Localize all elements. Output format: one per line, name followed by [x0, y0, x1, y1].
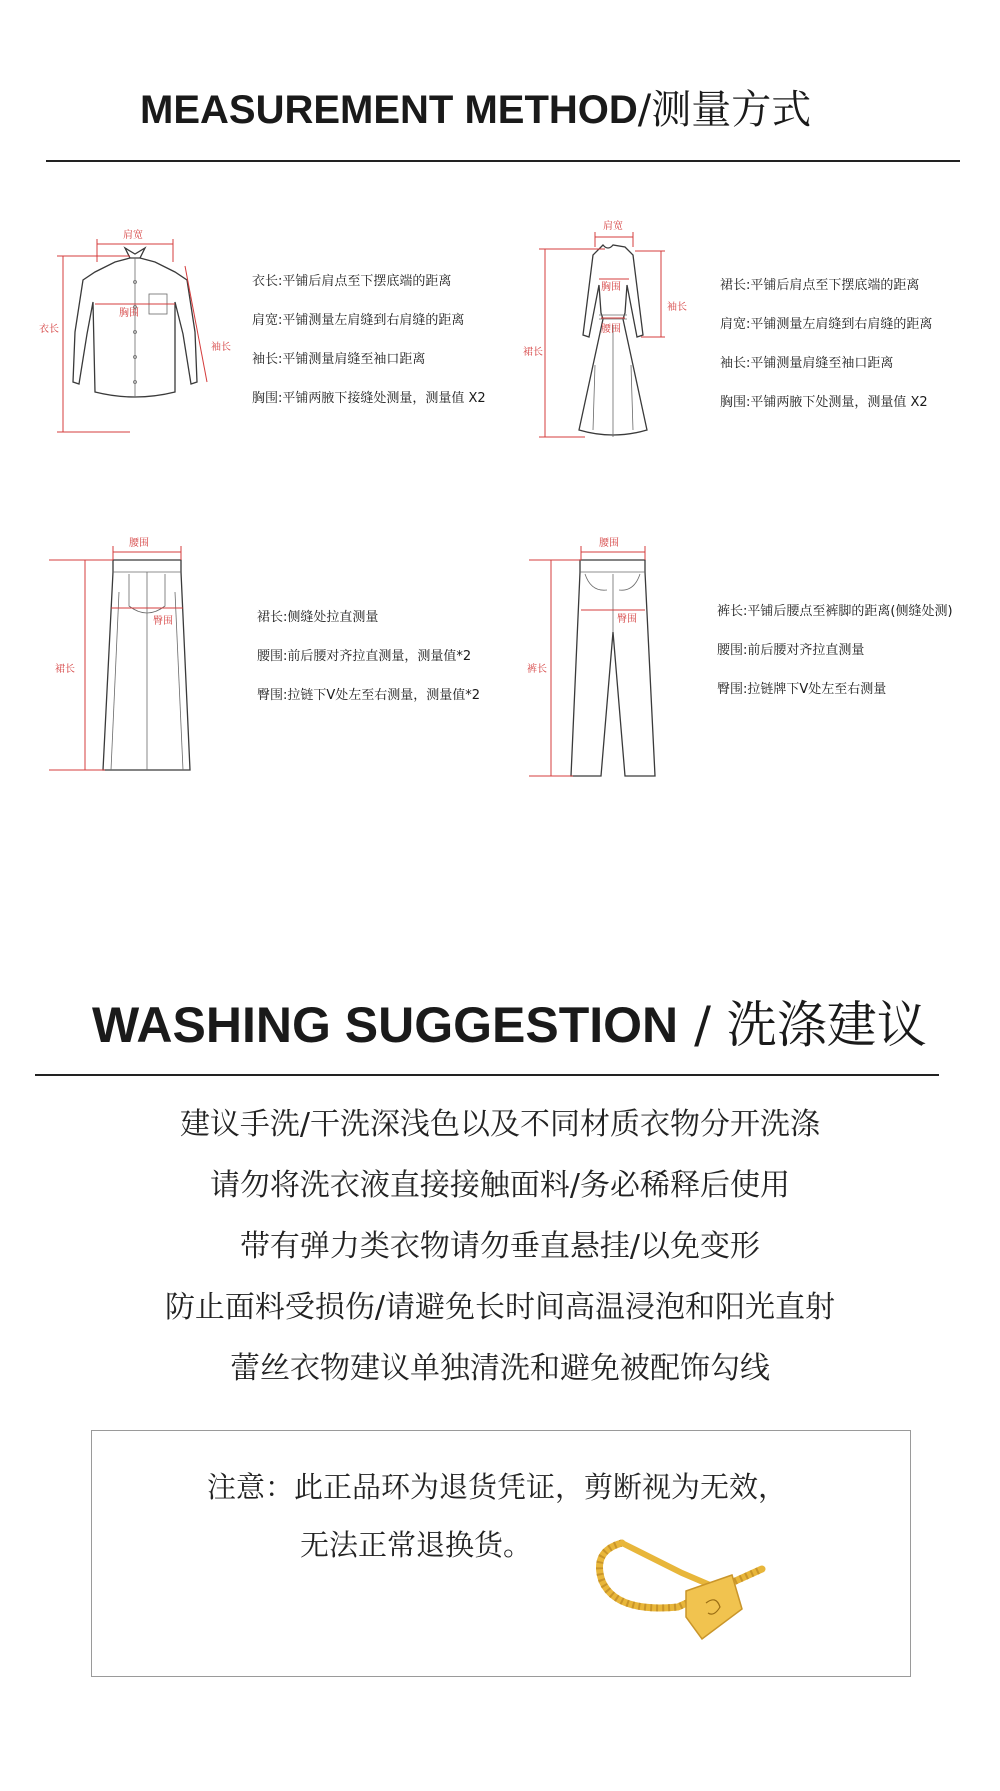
skirt-label-length: 裙长 [55, 664, 75, 675]
pants-label-length: 裤长 [527, 664, 547, 675]
skirt-label-hip: 臀围 [153, 616, 173, 627]
dress-desc-length: 裙长:平铺后肩点至下摆底端的距离 [720, 278, 920, 293]
shirt-desc-sleeve: 袖长:平铺测量肩缝至袖口距离 [252, 352, 426, 367]
measurement-title [140, 78, 811, 135]
pants-desc-hip: 臀围:拉链牌下V处左至右测量 [717, 682, 887, 697]
dress-label-shoulder: 肩宽 [603, 221, 623, 232]
skirt-desc-hip: 臀围:拉链下V处左至右测量，测量值*2 [257, 688, 481, 703]
notice-line-1: 注意：此正品环为退货凭证，剪断视为无效， [207, 1470, 788, 1504]
pants-desc-waist: 腰围:前后腰对齐拉直测量 [717, 643, 865, 658]
pants-label-hip: 臀围 [617, 614, 637, 625]
shirt-desc-length: 衣长:平铺后肩点至下摆底端的距离 [252, 274, 452, 289]
dress-desc-shoulder: 肩宽:平铺测量左肩缝到右肩缝的距离 [720, 317, 933, 332]
washing-line-2: 请勿将洗衣液直接接触面料/务必稀释后使用 [209, 1168, 791, 1203]
washing-title-en: WASHING SUGGESTION [92, 997, 679, 1053]
dress-illustration [515, 215, 715, 455]
dress-label-sleeve: 袖长 [667, 302, 687, 313]
skirt-descriptions [257, 608, 480, 725]
dress-descriptions [720, 276, 932, 432]
dress-label-chest: 胸围 [601, 282, 621, 293]
security-tag-image [582, 1521, 772, 1651]
pants-desc-length: 裤长:平铺后腰点至裤脚的距离(侧缝处测) [717, 604, 953, 619]
shirt-descriptions [252, 272, 486, 428]
dress-label-waist: 腰围 [601, 324, 621, 335]
washing-line-4: 防止面料受损伤/请避免长时间高温浸泡和阳光直射 [164, 1290, 836, 1325]
measurement-title-cn: /测量方式 [637, 87, 812, 133]
shirt-illustration [35, 222, 250, 442]
notice-line-2: 无法正常退换货。 [300, 1528, 533, 1562]
dress-desc-sleeve: 袖长:平铺测量肩缝至袖口距离 [720, 356, 894, 371]
washing-divider [35, 1074, 939, 1076]
shirt-label-shoulder: 肩宽 [123, 230, 143, 241]
skirt-illustration [45, 532, 220, 780]
shirt-label-length: 衣长 [39, 324, 59, 335]
shirt-label-chest: 胸围 [119, 308, 139, 319]
pants-illustration [525, 532, 680, 788]
notice-box [91, 1430, 911, 1677]
skirt-desc-length: 裙长:侧缝处拉直测量 [257, 610, 379, 625]
pants-descriptions [717, 602, 953, 719]
skirt-label-waist: 腰围 [129, 538, 149, 549]
washing-line-1: 建议手洗/干洗深浅色以及不同材质衣物分开洗涤 [179, 1107, 821, 1142]
pants-label-waist: 腰围 [599, 538, 619, 549]
shirt-desc-chest: 胸围:平铺两腋下接缝处测量，测量值 X2 [252, 391, 486, 406]
skirt-desc-waist: 腰围:前后腰对齐拉直测量，测量值*2 [257, 649, 472, 664]
dress-desc-chest: 胸围:平铺两腋下处测量，测量值 X2 [720, 395, 928, 410]
shirt-label-sleeve: 袖长 [211, 342, 231, 353]
measurement-divider [46, 160, 960, 162]
shirt-desc-shoulder: 肩宽:平铺测量左肩缝到右肩缝的距离 [252, 313, 465, 328]
washing-line-5: 蕾丝衣物建议单独清洗和避免被配饰勾线 [230, 1351, 770, 1386]
washing-title-cn: / 洗涤建议 [678, 996, 927, 1054]
measurement-title-en: MEASUREMENT METHOD [140, 88, 638, 132]
washing-title [92, 985, 927, 1057]
dress-label-length: 裙长 [523, 347, 543, 358]
washing-line-3: 带有弹力类衣物请勿垂直悬挂/以免变形 [239, 1229, 761, 1264]
